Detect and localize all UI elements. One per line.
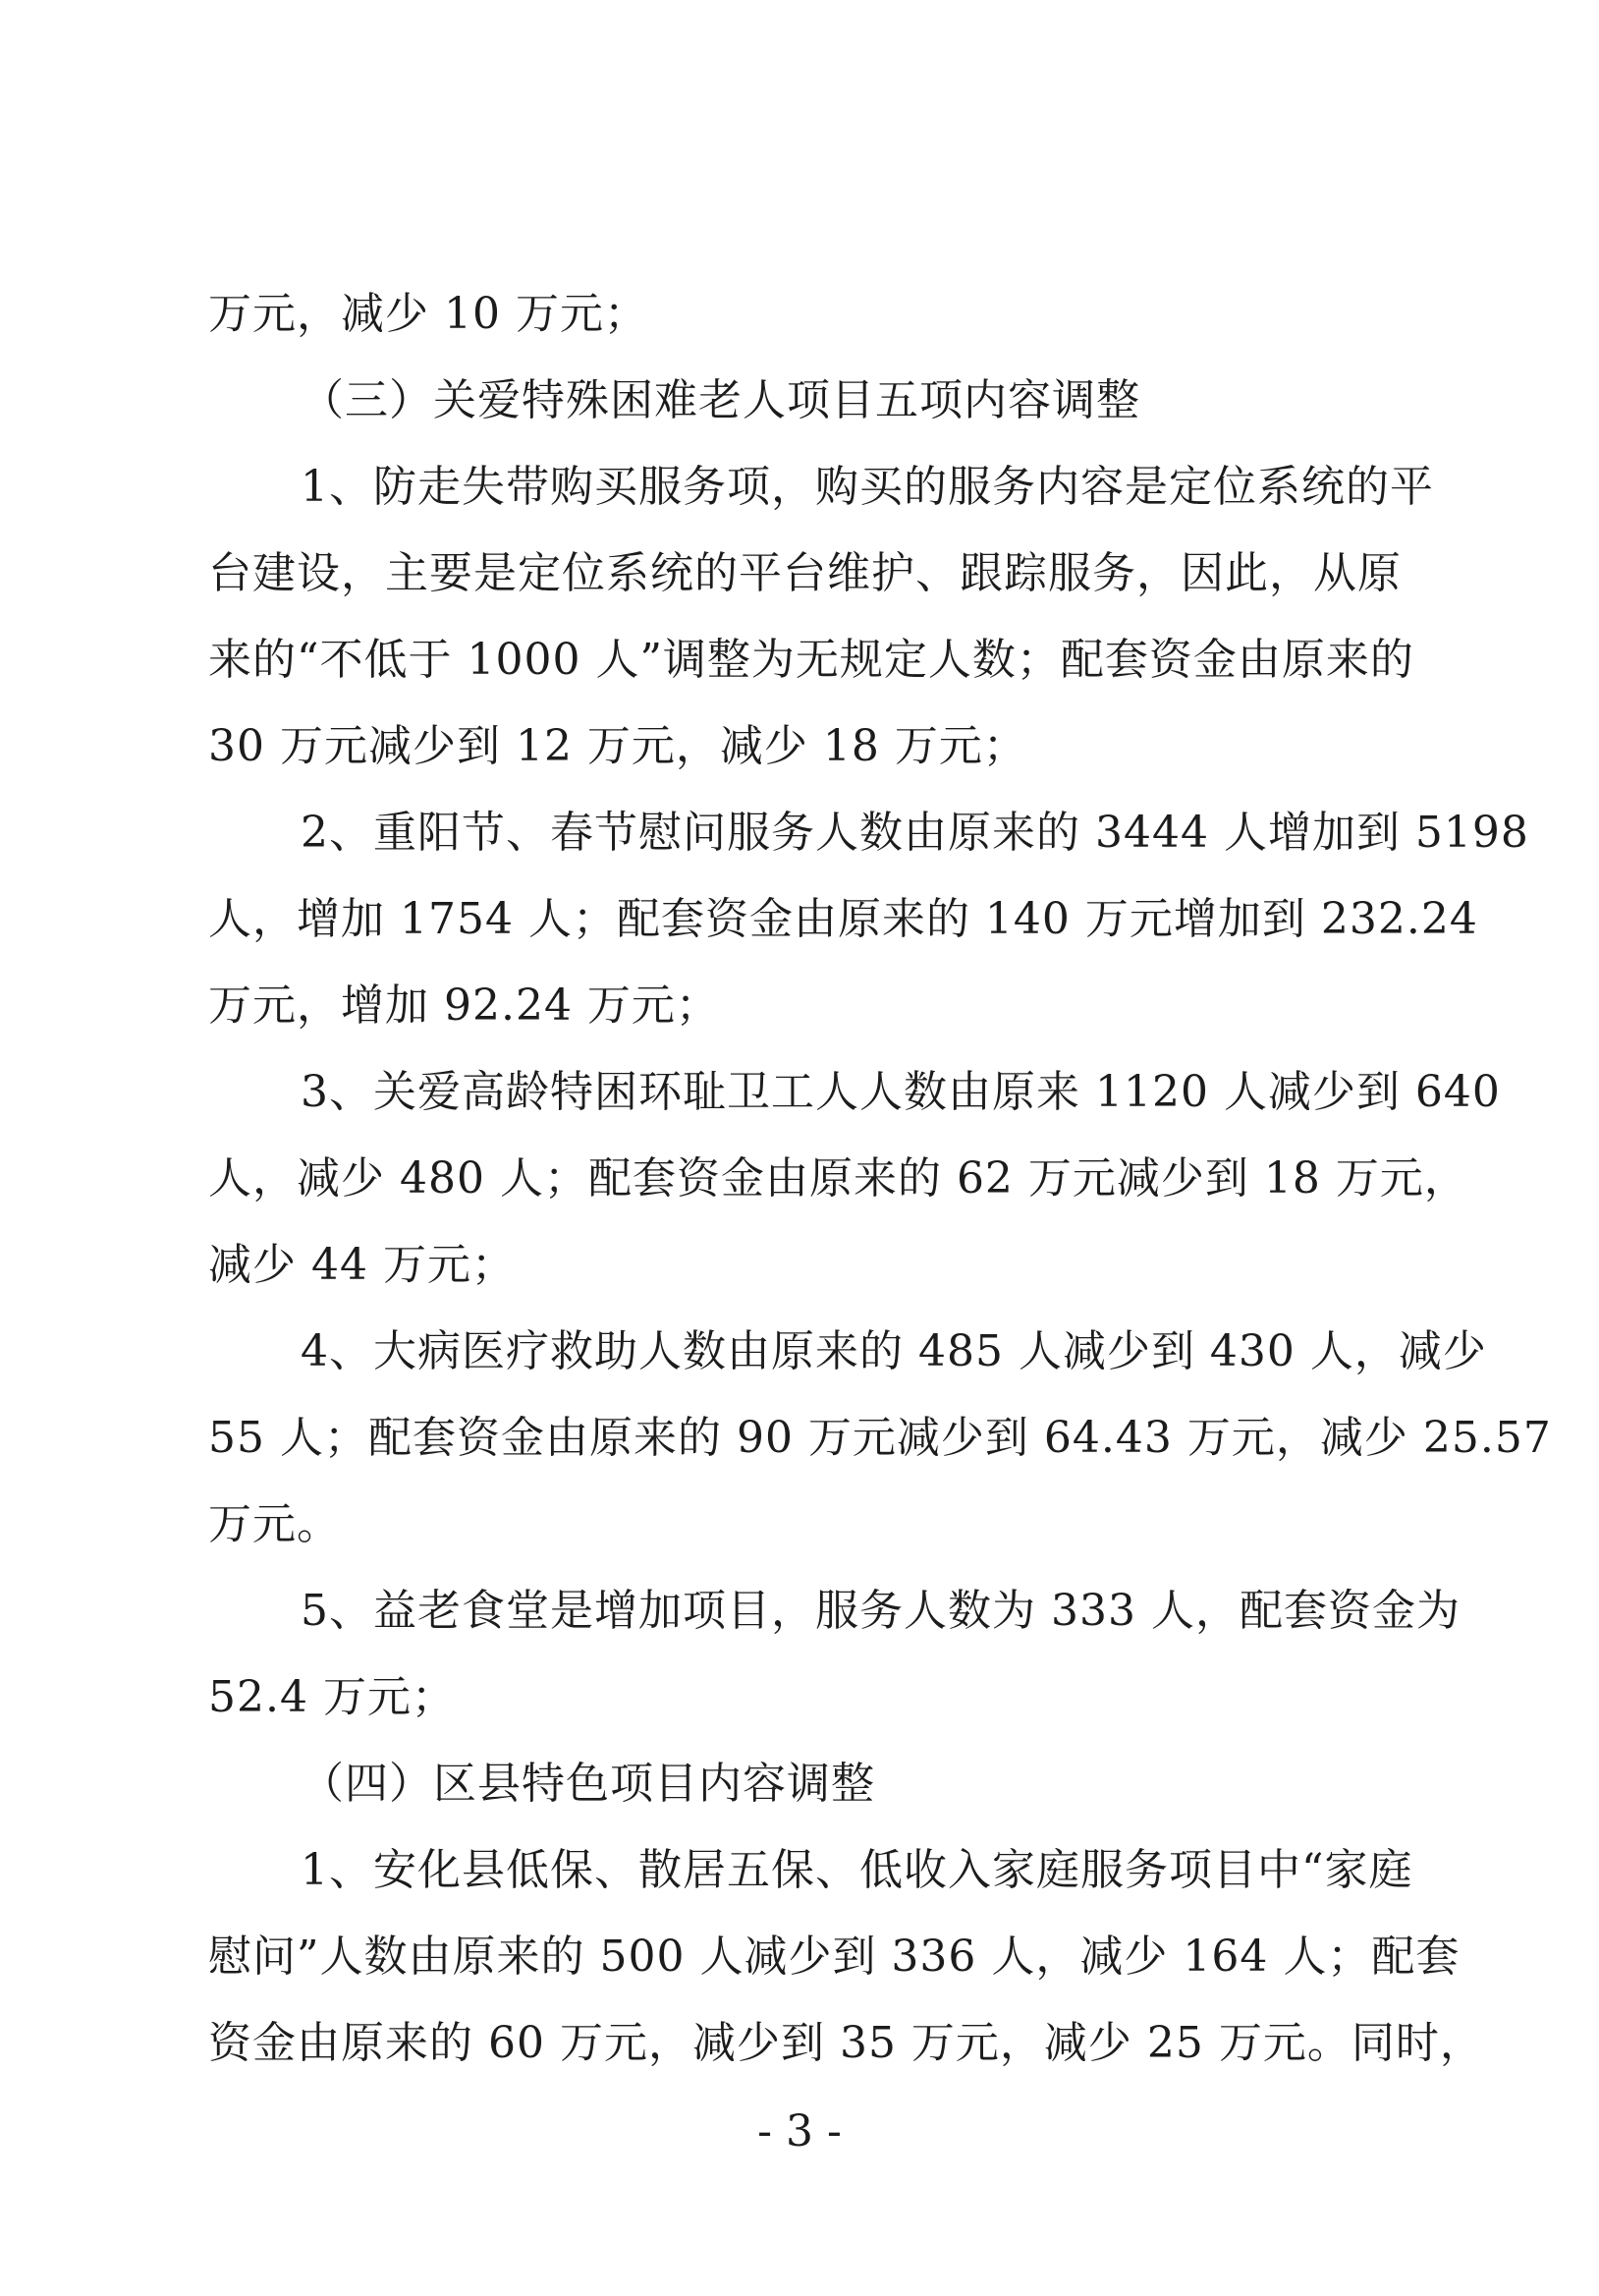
text-line: 4、大病医疗救助人数由原来的 485 人减少到 430 人，减少 [301, 1326, 1487, 1376]
text-line: 慰问”人数由原来的 500 人减少到 336 人，减少 164 人；配套 [208, 1932, 1461, 1982]
text-line: 52.4 万元； [208, 1672, 456, 1722]
text-line: 台建设，主要是定位系统的平台维护、跟踪服务，因此，从原 [208, 548, 1402, 598]
text-line: 2、重阳节、春节慰问服务人数由原来的 3444 人增加到 5198 [301, 808, 1529, 858]
text-line: 人，减少 480 人；配套资金由原来的 62 万元减少到 18 万元， [208, 1153, 1468, 1204]
text-line: 3、关爱高龄特困环耻卫工人人数由原来 1120 人减少到 640 [301, 1067, 1501, 1117]
text-line: 减少 44 万元； [208, 1240, 516, 1290]
text-line: 万元，增加 92.24 万元； [208, 980, 720, 1031]
text-line: 5、益老食堂是增加项目，服务人数为 333 人，配套资金为 [301, 1586, 1461, 1636]
text-line: 人，增加 1754 人；配套资金由原来的 140 万元增加到 232.24 [208, 894, 1478, 944]
text-line: 万元，减少 10 万元； [208, 289, 648, 339]
text-line: 55 人；配套资金由原来的 90 万元减少到 64.43 万元，减少 25.57 [208, 1413, 1552, 1463]
text-line: 资金由原来的 60 万元，减少到 35 万元，减少 25 万元。同时， [208, 2018, 1484, 2068]
section-heading: （四）区县特色项目内容调整 [301, 1759, 875, 1809]
text-line: 1、防走失带购买服务项，购买的服务内容是定位系统的平 [301, 462, 1434, 512]
text-line: 万元。 [208, 1499, 341, 1549]
page-number: - 3 - [757, 2106, 842, 2156]
text-line: 来的“不低于 1000 人”调整为无规定人数；配套资金由原来的 [208, 635, 1414, 685]
text-line: 1、安化县低保、散居五保、低收入家庭服务项目中“家庭 [301, 1845, 1413, 1895]
text-line: 30 万元减少到 12 万元，减少 18 万元； [208, 721, 1027, 771]
section-heading: （三）关爱特殊困难老人项目五项内容调整 [301, 375, 1140, 425]
